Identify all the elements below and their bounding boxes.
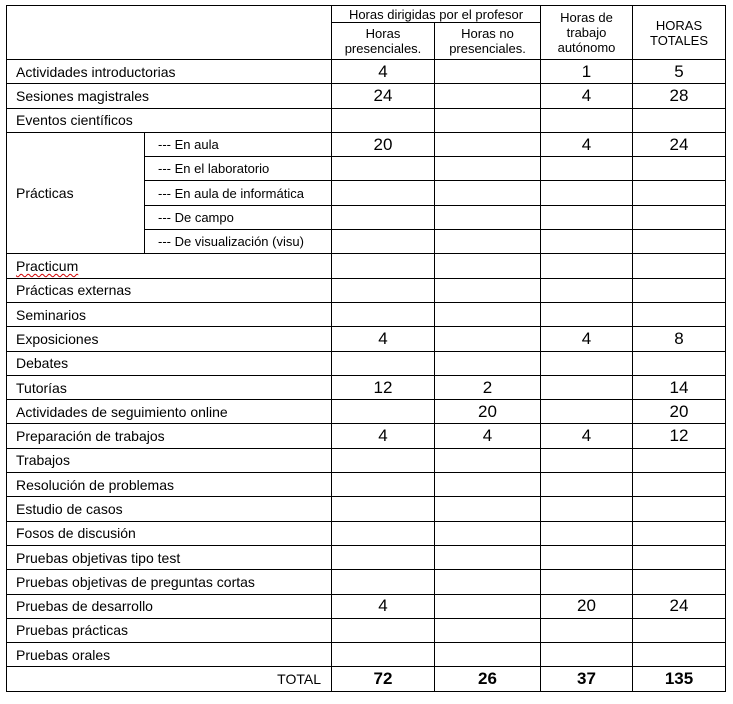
header-totales: HORAS TOTALES <box>633 6 726 60</box>
cell-autonomo <box>541 254 633 278</box>
cell-no-presenciales <box>435 545 541 569</box>
cell-presenciales <box>332 473 435 497</box>
cell-total <box>633 497 726 521</box>
cell-presenciales <box>332 302 435 326</box>
table-row <box>7 643 726 667</box>
total-autonomo: 37 <box>541 667 633 691</box>
total-presenciales: 72 <box>332 667 435 691</box>
table-row <box>7 545 726 569</box>
cell-autonomo <box>541 278 633 302</box>
cell-autonomo <box>541 230 633 254</box>
cell-presenciales <box>332 570 435 594</box>
row-label: Actividades de seguimiento online <box>7 400 332 424</box>
row-label: Pruebas de desarrollo <box>7 594 332 618</box>
table-row <box>7 618 726 642</box>
cell-no-presenciales <box>435 302 541 326</box>
cell-autonomo <box>541 618 633 642</box>
table-row <box>7 497 726 521</box>
cell-presenciales <box>332 351 435 375</box>
cell-total: 28 <box>633 84 726 108</box>
cell-total <box>633 643 726 667</box>
cell-no-presenciales <box>435 132 541 156</box>
table-row <box>7 400 726 424</box>
table-row <box>7 351 726 375</box>
cell-presenciales: 4 <box>332 327 435 351</box>
cell-no-presenciales <box>435 84 541 108</box>
cell-presenciales <box>332 521 435 545</box>
table-row <box>7 60 726 84</box>
cell-autonomo <box>541 302 633 326</box>
cell-total <box>633 278 726 302</box>
cell-presenciales <box>332 108 435 132</box>
cell-no-presenciales <box>435 327 541 351</box>
table-row <box>7 302 726 326</box>
cell-no-presenciales <box>435 594 541 618</box>
table-row <box>7 448 726 472</box>
row-label: Exposiciones <box>7 327 332 351</box>
cell-total <box>633 230 726 254</box>
cell-presenciales <box>332 205 435 229</box>
cell-autonomo <box>541 400 633 424</box>
cell-no-presenciales <box>435 60 541 84</box>
cell-autonomo: 4 <box>541 424 633 448</box>
cell-autonomo: 4 <box>541 327 633 351</box>
row-label: Pruebas prácticas <box>7 618 332 642</box>
cell-no-presenciales <box>435 157 541 181</box>
practicas-sub-label: --- De visualización (visu) <box>145 230 332 254</box>
table-row <box>7 84 726 108</box>
cell-presenciales: 12 <box>332 375 435 399</box>
cell-total: 8 <box>633 327 726 351</box>
cell-presenciales: 4 <box>332 60 435 84</box>
table-row <box>7 594 726 618</box>
row-label: Pruebas orales <box>7 643 332 667</box>
cell-no-presenciales <box>435 643 541 667</box>
table-row <box>7 473 726 497</box>
row-label: Fosos de discusión <box>7 521 332 545</box>
cell-presenciales <box>332 618 435 642</box>
header-autonomo: Horas de trabajo autónomo <box>541 6 633 60</box>
cell-no-presenciales <box>435 497 541 521</box>
cell-total <box>633 618 726 642</box>
cell-autonomo <box>541 351 633 375</box>
cell-no-presenciales <box>435 230 541 254</box>
cell-no-presenciales <box>435 618 541 642</box>
cell-total <box>633 473 726 497</box>
row-label: Actividades introductorias <box>7 60 332 84</box>
practicas-sub-label: --- En aula <box>145 132 332 156</box>
table-row <box>7 327 726 351</box>
cell-autonomo <box>541 497 633 521</box>
cell-autonomo <box>541 205 633 229</box>
total-no-presenciales: 26 <box>435 667 541 691</box>
cell-autonomo <box>541 375 633 399</box>
cell-total <box>633 521 726 545</box>
cell-autonomo <box>541 570 633 594</box>
cell-autonomo <box>541 521 633 545</box>
cell-no-presenciales <box>435 278 541 302</box>
row-label: Prácticas externas <box>7 278 332 302</box>
hours-table <box>6 5 726 692</box>
cell-presenciales: 20 <box>332 132 435 156</box>
cell-autonomo <box>541 448 633 472</box>
cell-total: 24 <box>633 132 726 156</box>
cell-no-presenciales <box>435 351 541 375</box>
table-row <box>7 570 726 594</box>
row-label: Pruebas objetivas de preguntas cortas <box>7 570 332 594</box>
cell-no-presenciales <box>435 181 541 205</box>
cell-presenciales <box>332 157 435 181</box>
cell-autonomo <box>541 473 633 497</box>
cell-presenciales <box>332 230 435 254</box>
cell-total <box>633 545 726 569</box>
cell-autonomo: 4 <box>541 132 633 156</box>
cell-autonomo <box>541 108 633 132</box>
cell-total <box>633 181 726 205</box>
cell-autonomo: 1 <box>541 60 633 84</box>
cell-total <box>633 205 726 229</box>
cell-no-presenciales: 20 <box>435 400 541 424</box>
cell-total: 14 <box>633 375 726 399</box>
row-label: Resolución de problemas <box>7 473 332 497</box>
cell-no-presenciales <box>435 205 541 229</box>
cell-total: 20 <box>633 400 726 424</box>
total-label: TOTAL <box>7 667 332 691</box>
cell-total <box>633 448 726 472</box>
cell-presenciales: 4 <box>332 594 435 618</box>
table-row <box>7 278 726 302</box>
cell-autonomo <box>541 181 633 205</box>
cell-presenciales <box>332 400 435 424</box>
cell-autonomo <box>541 545 633 569</box>
cell-total: 24 <box>633 594 726 618</box>
total-row <box>7 667 726 691</box>
cell-autonomo: 20 <box>541 594 633 618</box>
row-label: Seminarios <box>7 302 332 326</box>
cell-no-presenciales <box>435 254 541 278</box>
cell-presenciales <box>332 497 435 521</box>
cell-total <box>633 351 726 375</box>
cell-presenciales <box>332 643 435 667</box>
cell-presenciales: 24 <box>332 84 435 108</box>
cell-no-presenciales <box>435 448 541 472</box>
cell-total <box>633 108 726 132</box>
practicas-sub-label: --- En aula de informática <box>145 181 332 205</box>
practicas-sub-label: --- De campo <box>145 205 332 229</box>
cell-autonomo <box>541 643 633 667</box>
cell-presenciales <box>332 254 435 278</box>
cell-total <box>633 254 726 278</box>
header-blank <box>7 6 332 60</box>
row-label: Sesiones magistrales <box>7 84 332 108</box>
row-label: Pruebas objetivas tipo test <box>7 545 332 569</box>
cell-total: 5 <box>633 60 726 84</box>
cell-presenciales: 4 <box>332 424 435 448</box>
cell-presenciales <box>332 545 435 569</box>
cell-total <box>633 302 726 326</box>
cell-presenciales <box>332 448 435 472</box>
cell-no-presenciales <box>435 570 541 594</box>
practicas-sub-label: --- En el laboratorio <box>145 157 332 181</box>
row-label: Estudio de casos <box>7 497 332 521</box>
cell-no-presenciales: 4 <box>435 424 541 448</box>
header-dirigidas: Horas dirigidas por el profesor <box>332 6 541 23</box>
cell-presenciales <box>332 181 435 205</box>
cell-autonomo: 4 <box>541 84 633 108</box>
cell-total <box>633 570 726 594</box>
table-row <box>7 521 726 545</box>
table-row <box>7 424 726 448</box>
row-label: Trabajos <box>7 448 332 472</box>
cell-total: 12 <box>633 424 726 448</box>
cell-total <box>633 157 726 181</box>
table-row <box>7 254 726 278</box>
cell-no-presenciales <box>435 108 541 132</box>
header-no-presenciales: Horas no presenciales. <box>435 23 541 60</box>
total-total: 135 <box>633 667 726 691</box>
row-label <box>7 254 332 278</box>
table-row <box>7 108 726 132</box>
header-presenciales: Horas presenciales. <box>332 23 435 60</box>
row-label-text: Practicum <box>16 258 79 275</box>
cell-no-presenciales <box>435 521 541 545</box>
row-label: Preparación de trabajos <box>7 424 332 448</box>
practicas-label: Prácticas <box>7 132 145 253</box>
table-row <box>7 375 726 399</box>
row-label: Eventos científicos <box>7 108 332 132</box>
cell-autonomo <box>541 157 633 181</box>
cell-no-presenciales <box>435 473 541 497</box>
table-row <box>7 132 726 156</box>
row-label: Tutorías <box>7 375 332 399</box>
cell-presenciales <box>332 278 435 302</box>
cell-no-presenciales: 2 <box>435 375 541 399</box>
row-label: Debates <box>7 351 332 375</box>
